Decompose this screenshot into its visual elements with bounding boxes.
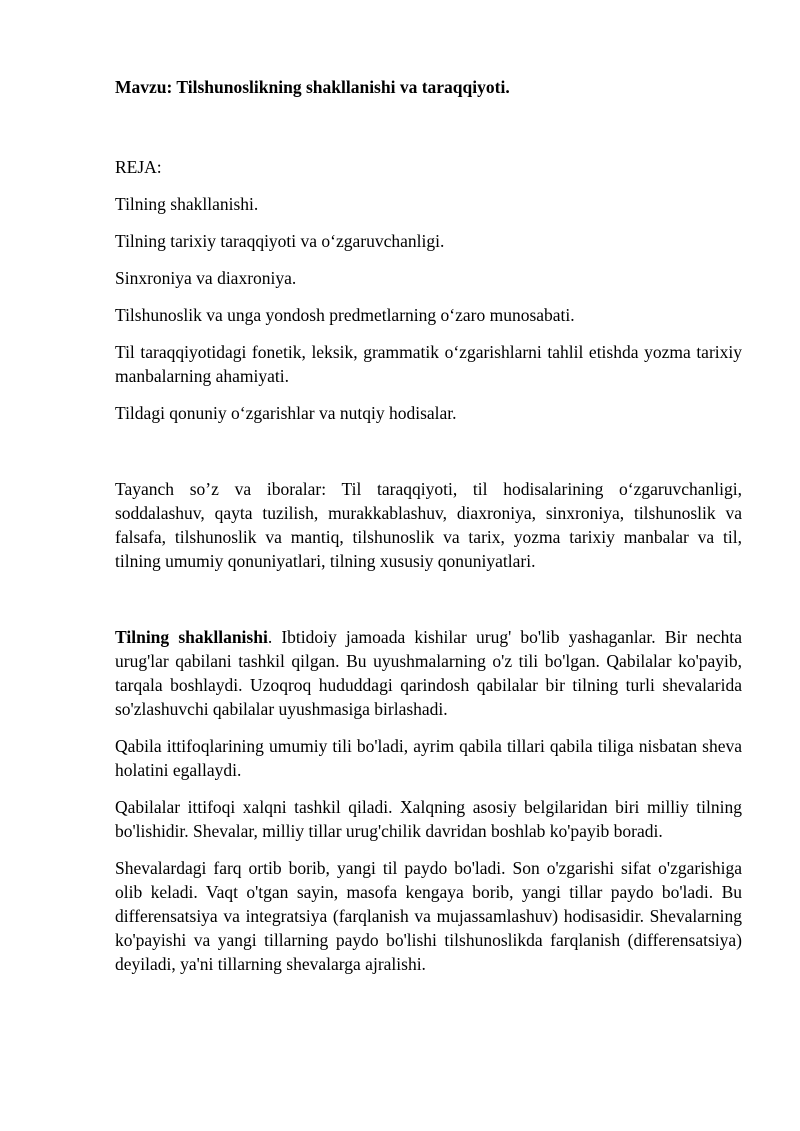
body-paragraph: Qabilalar ittifoqi xalqni tashkil qiladi. Xalqning asosiy belgilaridan biri milliy tilning bo'lishidir. Shevalar, milliy tillar urug'chilik davridan boshlab ko'payib boradi. <box>115 797 742 841</box>
plan-item: Til taraqqiyotidagi fonetik, leksik, grammatik o‘zgarishlarni tahlil etishda yozma tarixiy manbalarning ahamiyati. <box>115 342 742 386</box>
plan-item: Tilshunoslik va unga yondosh predmetlarning o‘zaro munosabati. <box>115 305 575 325</box>
body-paragraph: Qabila ittifoqlarining umumiy tili bo'ladi, ayrim qabila tillari qabila tiliga nisbatan sheva holatini egallaydi. <box>115 736 742 780</box>
plan-item: Tilning shakllanishi. <box>115 194 259 214</box>
body-paragraph: Shevalardagi farq ortib borib, yangi til paydo bo'ladi. Son o'zgarishi sifat o'zgarishiga olib keladi. Vaqt o'tgan sayin, masofa kengaya borib, yangi tillar paydo bo'ladi. Bu differensatsiya va integratsiya (farqlanish va mujassamlashuv) hodisasidir. Shevalarning ko'payishi va yangi tillarning paydo bo'lishi tilshunoslikda farqlanish (differensatsiya) deyiladi, ya'ni tillarning shevalarga ajralishi. <box>115 858 742 974</box>
plan-item: Sinxroniya va diaxroniya. <box>115 268 297 288</box>
document-title: Mavzu: Tilshunoslikning shakllanishi va taraqqiyoti. <box>115 77 510 97</box>
keywords-paragraph: Tayanch so’z va iboralar: Til taraqqiyoti, til hodisalarining o‘zgaruvchanligi, soddalashuv, qayta tuzilish, murakkablashuv, diaxroniya, sinxroniya, tilshunoslik va falsafa, tilshunoslik va mantiq, tilshunoslik va tarix, yozma tarixiy manbalar va til, tilning umumiy qonuniyatlari, tilning xususiy qonuniyatlari. <box>115 479 742 571</box>
section-lead-rest: . Ibtidoiy jamoada kishilar urug' bo'lib yashaganlar. Bir nechta urug'lar qabilani tashkil qilgan. Bu uyushmalarning o'z tili bo'lgan. Qabilalar ko'payib, tarqala boshlaydi. Uzoqroq hududdagi qarindosh qabilalar bir tilning turli shevalarida so'zlashuvchi qabilalar uyushmasiga birlashadi. <box>115 627 742 719</box>
section-lead: Tilning shakllanishi <box>115 627 268 647</box>
plan-item: Tildagi qonuniy o‘zgarishlar va nutqiy hodisalar. <box>115 403 457 423</box>
plan-heading: REJA: <box>115 157 162 177</box>
plan-item: Tilning tarixiy taraqqiyoti va o‘zgaruvchanligi. <box>115 231 445 251</box>
plan-list <box>115 192 742 425</box>
section-paragraph <box>115 625 742 721</box>
